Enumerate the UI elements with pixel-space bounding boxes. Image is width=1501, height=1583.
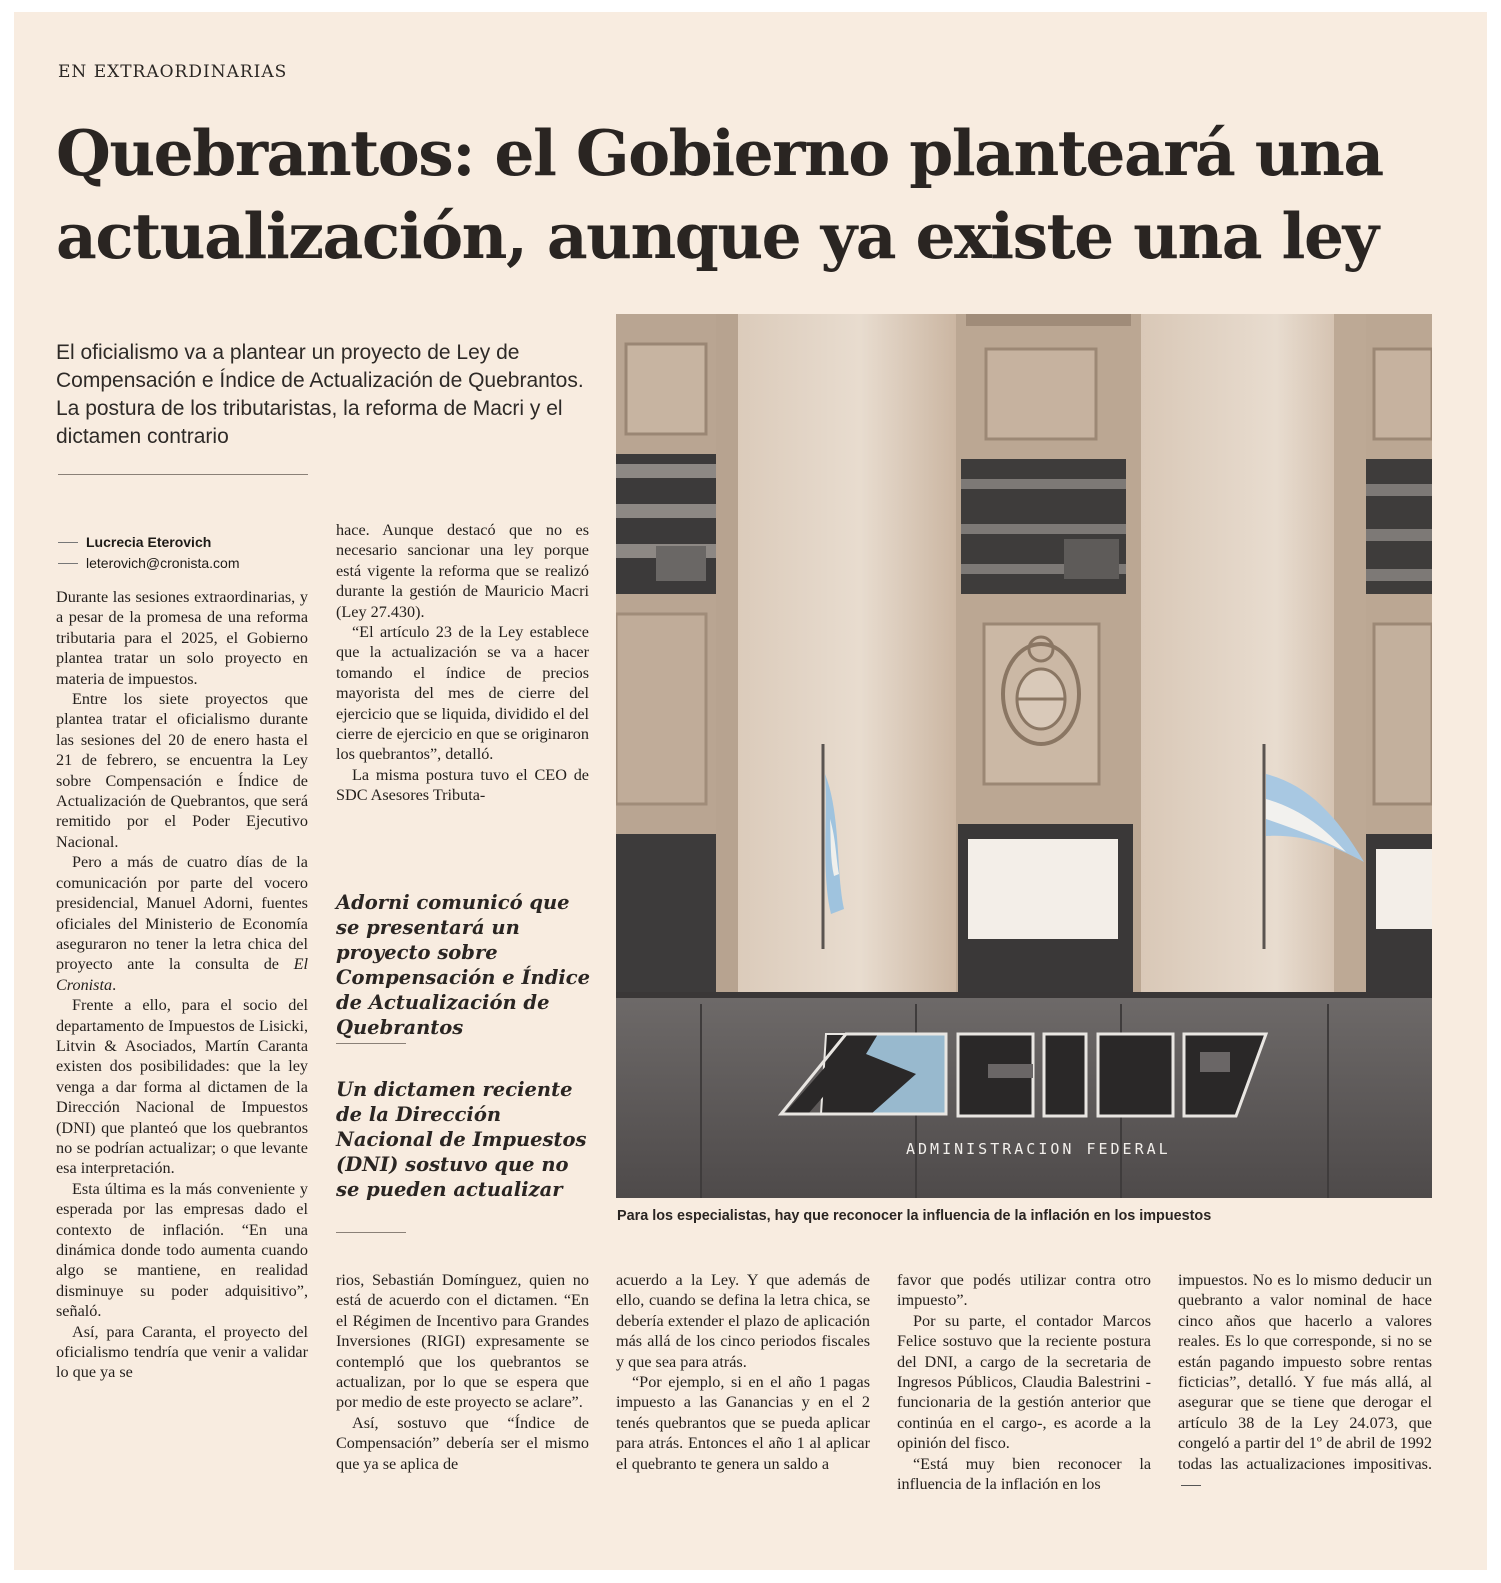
author-name: Lucrecia Eterovich [86, 534, 212, 550]
pull-quote-divider [336, 1043, 406, 1044]
paragraph: “Por ejemplo, si en el año 1 pagas impuesto a las Ganancias y en el 2 tenés quebrantos que se pueda aplicar para atrás. Entonces el año 1 al aplicar el quebranto te genera un saldo a [616, 1373, 870, 1473]
building-illustration [616, 314, 1432, 1198]
paragraph: La misma postura tuvo el CEO de SDC Asesores Tributa- [336, 765, 589, 805]
headline-line-1: Quebrantos: el Gobierno planteará una [56, 116, 1383, 190]
column-5 [1178, 1270, 1432, 1494]
pull-quote-1: Adorni comunicó que se presentará un proyecto sobre Compensación e Índice de Actualización de Quebrantos [336, 891, 591, 1039]
article-deck: El oficialismo va a plantear un proyecto de Ley de Compensación e Índice de Actualización de Quebrantos. La postura de los tributaristas, la reforma de Macri y el dictamen contrario [56, 341, 584, 448]
byline [58, 532, 240, 574]
pull-quote-divider [336, 1232, 406, 1233]
paragraph: rios, Sebastián Domínguez, quien no está de acuerdo con el dictamen. “En el Régimen de Incentivo para Grandes Inversiones (RIGI) expresamente se contempló que los quebrantos se actualizan, por lo que se espera que por medio de este proyecto se aclare”. [336, 1271, 589, 1412]
column-4 [897, 1270, 1151, 1494]
paragraph: hace. Aunque destacó que no es necesario sancionar una ley porque está vigente la reforma que se realizó durante la gestión de Mauricio Macri (Ley 27.430). [336, 521, 589, 621]
headline [56, 112, 1386, 278]
paragraph: acuerdo a la Ley. Y que además de ello, cuando se defina la letra chica, se debería extender el plazo de aplicación más allá de los cinco periodos fiscales y que sea para atrás. [616, 1271, 870, 1371]
section-kicker: EN EXTRAORDINARIAS [58, 62, 288, 82]
newspaper-name: El Cronista [56, 955, 308, 994]
column-2-bottom [336, 1270, 589, 1474]
author-email: leterovich@cronista.com [86, 555, 240, 571]
column-2-top [336, 520, 589, 806]
afip-building-photo [616, 314, 1432, 1198]
column-3 [616, 1270, 870, 1474]
paragraph: impuestos. No es lo mismo deducir un quebranto a valor nominal de hace cinco años que hacerlo a valores reales. Es lo que corresponde, si no se están pagando impuesto sobre rentas ficticias”, detalló. Y fue más allá, al asegurar que se tiene que derogar el artículo 38 de la Ley 24.073, que congeló a partir del 1º de abril de 1992 todas las actualizaciones impositivas. [1178, 1270, 1432, 1494]
paragraph: Frente a ello, para el socio del departamento de Impuestos de Lisicki, Litvin & Asociados, Martín Caranta existen dos posibilidades: que la ley venga a dar forma al dictamen de la Dirección Nacional de Impuestos (DNI) que planteó que los quebrantos no se podrían actualizar; o que levante esa interpretación. [56, 996, 308, 1178]
photo-caption: Para los especialistas, hay que reconocer la influencia de la inflación en los impuestos [617, 1208, 1212, 1224]
paragraph: Entre los siete proyectos que plantea tratar el oficialismo durante las sesiones del 20 de enero hasta el 21 de febrero, se encuentra la Ley sobre Compensación e Índice de Actualización de Quebrantos, que será remitido por el Poder Ejecutivo Nacional. [56, 690, 308, 851]
paragraph: Así, sostuvo que “Índice de Compensación” debería ser el mismo que ya se aplica de [336, 1413, 589, 1473]
paragraph: “Está muy bien reconocer la influencia de la inflación en los [897, 1454, 1151, 1494]
paragraph: Durante las sesiones extraordinarias, y a pesar de la promesa de una reforma tributaria para el 2025, el Gobierno plantea tratar un solo proyecto en materia de impuestos. [56, 588, 308, 688]
deck-divider [58, 474, 308, 475]
column-1 [56, 587, 308, 1383]
end-mark [1181, 1485, 1201, 1486]
headline-line-2: actualización, aunque ya existe una ley [56, 199, 1378, 273]
paragraph: Así, para Caranta, el proyecto del oficialismo tendría que venir a validar lo que ya se [56, 1322, 308, 1382]
paragraph: Pero a más de cuatro días de la comunicación por parte del vocero presidencial, Manuel Adorni, fuentes oficiales del Ministerio de Economía aseguraron no tener la letra chica del proyecto ante la consulta de El Cronista. [56, 853, 308, 994]
paragraph: “El artículo 23 de la Ley establece que la actualización se va a hacer tomando el índice de precios mayorista del mes de cierre del ejercicio que se liquida, dividido el del cierre de ejercicio en que se originaron los quebrantos”, detalló. [336, 623, 589, 764]
newspaper-page [14, 12, 1487, 1570]
pull-quote-2: Un dictamen reciente de la Dirección Nacional de Impuestos (DNI) sostuvo que no se pueden actualizar [336, 1078, 587, 1201]
paragraph: favor que podés utilizar contra otro impuesto”. [897, 1271, 1151, 1310]
paragraph: Esta última es la más conveniente y esperada por las empresas dado el contexto de inflación. “En una dinámica donde todo aumenta cuando algo se mantiene, en realidad disminuye su poder adquisitivo”, señaló. [56, 1179, 308, 1321]
afip-sign-text: ADMINISTRACION FEDERAL [906, 1140, 1171, 1158]
paragraph: Por su parte, el contador Marcos Felice sostuvo que la reciente postura del DNI, a cargo de la secretaria de Ingresos Públicos, Claudia Balestrini -funcionaria de la gestión anterior que continúa en el cargo-, es acorde a la opinión del fisco. [897, 1311, 1151, 1453]
